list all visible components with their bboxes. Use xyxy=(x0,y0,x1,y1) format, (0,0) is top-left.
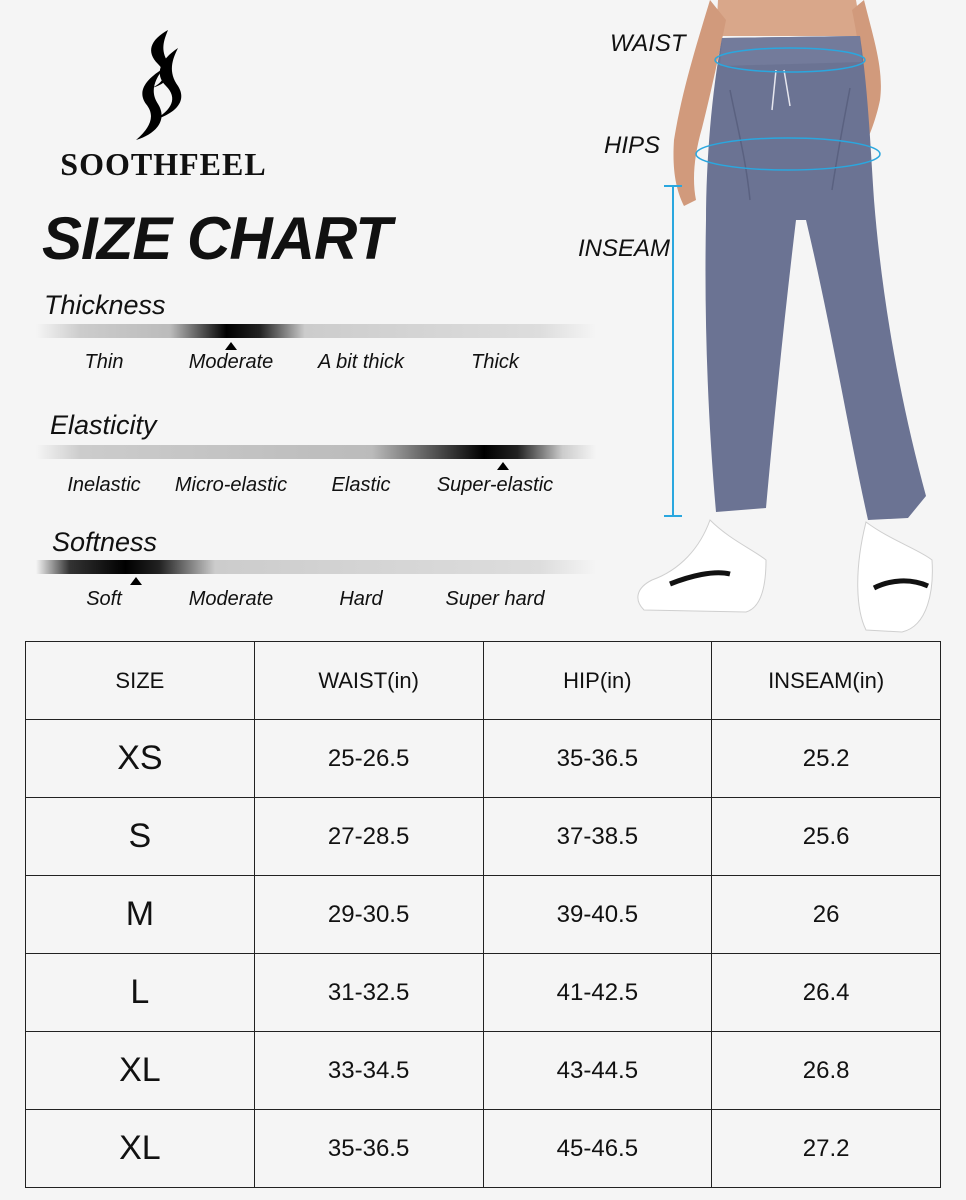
size-cell: M xyxy=(26,876,255,954)
waist-cell: 25-26.5 xyxy=(254,720,483,798)
pants-illustration xyxy=(570,0,966,640)
inseam-cell: 25.6 xyxy=(712,798,941,876)
waist-cell: 29-30.5 xyxy=(254,876,483,954)
brand-name: SOOTHFEEL xyxy=(60,146,267,182)
hip-cell: 35-36.5 xyxy=(483,720,712,798)
size-cell: S xyxy=(26,798,255,876)
softness-option: Hard xyxy=(339,588,383,610)
size-cell: L xyxy=(26,954,255,1032)
thickness-heading: Thickness xyxy=(44,290,166,320)
softness-heading: Softness xyxy=(52,527,158,557)
page-title: SIZE CHART xyxy=(42,205,391,272)
softness-option: Moderate xyxy=(188,588,274,610)
table-header-row xyxy=(26,642,941,720)
elasticity-pointer xyxy=(497,462,509,470)
elasticity-option: Micro-elastic xyxy=(174,474,288,496)
elasticity-option: Inelastic xyxy=(67,474,141,496)
inseam-label: INSEAM xyxy=(578,235,671,262)
softness-pointer xyxy=(130,577,142,585)
brand-logo-mark xyxy=(128,28,194,144)
header-inseam: INSEAM(in) xyxy=(712,642,941,720)
inseam-cell: 26 xyxy=(712,876,941,954)
header-hip: HIP(in) xyxy=(483,642,712,720)
softness-option: Super hard xyxy=(445,588,545,610)
inseam-cell: 27.2 xyxy=(712,1110,941,1188)
softness-option: Soft xyxy=(86,588,122,610)
thickness-option: Thick xyxy=(471,351,519,373)
elasticity-heading: Elasticity xyxy=(50,410,157,440)
size-cell: XL xyxy=(26,1110,255,1188)
right-shoe xyxy=(858,522,933,632)
table-row xyxy=(26,954,941,1032)
size-cell: XS xyxy=(26,720,255,798)
waist-cell: 35-36.5 xyxy=(254,1110,483,1188)
table-row xyxy=(26,720,941,798)
thickness-pointer xyxy=(225,342,237,350)
pants-body xyxy=(705,36,926,520)
hips-label: HIPS xyxy=(604,132,661,159)
torso-skin xyxy=(716,0,862,36)
hip-cell: 39-40.5 xyxy=(483,876,712,954)
hip-cell: 41-42.5 xyxy=(483,954,712,1032)
header-waist: WAIST(in) xyxy=(254,642,483,720)
inseam-cell: 26.8 xyxy=(712,1032,941,1110)
waist-cell: 33-34.5 xyxy=(254,1032,483,1110)
waist-cell: 31-32.5 xyxy=(254,954,483,1032)
elasticity-option: Super-elastic xyxy=(436,474,554,496)
left-shoe xyxy=(638,520,766,612)
table-row xyxy=(26,1032,941,1110)
hip-cell: 45-46.5 xyxy=(483,1110,712,1188)
header-size: SIZE xyxy=(26,642,255,720)
softness-scale-bar xyxy=(36,560,596,574)
size-cell: XL xyxy=(26,1032,255,1110)
elasticity-option: Elastic xyxy=(331,474,391,496)
waist-cell: 27-28.5 xyxy=(254,798,483,876)
thickness-scale-bar xyxy=(36,324,596,338)
inseam-cell: 26.4 xyxy=(712,954,941,1032)
thickness-option: A bit thick xyxy=(318,351,404,373)
thickness-option: Thin xyxy=(84,351,124,373)
hip-cell: 37-38.5 xyxy=(483,798,712,876)
table-row xyxy=(26,876,941,954)
size-table xyxy=(25,641,941,1188)
thickness-option: Moderate xyxy=(188,351,274,373)
table-row xyxy=(26,798,941,876)
elasticity-scale-bar xyxy=(36,445,596,459)
inseam-cell: 25.2 xyxy=(712,720,941,798)
hip-cell: 43-44.5 xyxy=(483,1032,712,1110)
waist-label: WAIST xyxy=(610,30,686,57)
table-row xyxy=(26,1110,941,1188)
